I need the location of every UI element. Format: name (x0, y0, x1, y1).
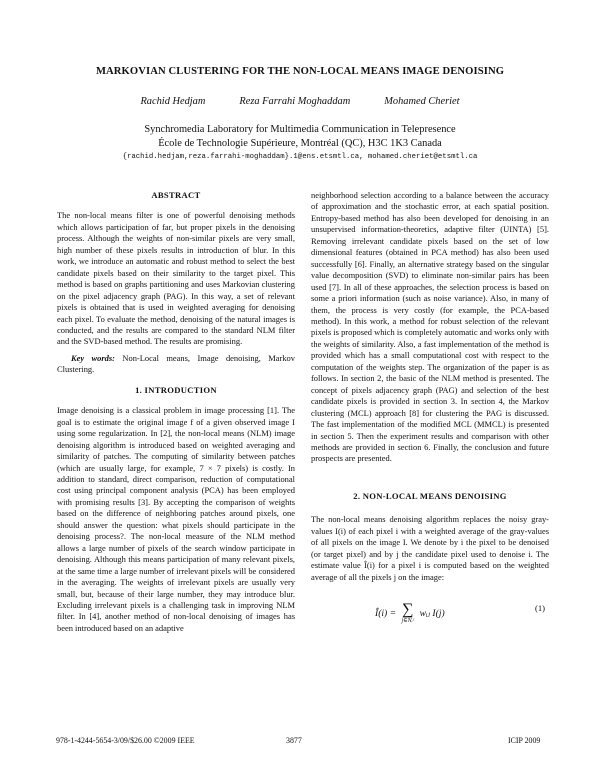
left-column (57, 190, 295, 634)
summation-symbol: ∑ j∈Nᵢᶜ (401, 601, 415, 625)
introduction-continuation: neighborhood selection according to a balance between the accuracy of approximation and the stochastic error, at each spatial position. Entropy-based method has also been developed for denoising in an unsupervised information-theoretics, adaptive filter (UINTA) [5]. Removing irrelevant candidate pixels based on the set of low dimensional features (obtained in PCA method) has also been used successfully [6]. Finally, an alternative strategy based on the singular value decomposition (SVD) to eliminate non-similar pairs has been used [7]. In all of these approaches, the selection process is based on some a priori information (such as noise variance). Also, in many of them, the process is very costly (for example, the PCA-based method). In this work, a method for robust selection of the relevant pixels is proposed which is completely automatic and works only with the weights of similarity. Also, a fast implementation of the method is provided which has a small computational cost with respect to the computation of the weights step. The organization of the paper is as follows. In section 2, the basic of the NLM method is presented. The concept of pixels adjacency graph (PAG) and selection of the best candidate pixels is provided in section 3. In section 4, the Markov clustering (MCL) approach [8] for clustering the PAG is discussed. The fast implementation of the modified MCL (MMCL) is presented in section 5. Then the experiment results and comparison with other methods are provided in section 6. Finally, the conclusion and future prospects are presented. (311, 190, 549, 464)
nlm-text: The non-local means denoising algorithm replaces the noisy gray-values I(i) of each pixel i with a weighted average of the gray-values of all pixels on the image I. We denote by i the pixel to be denoised (or target pixel) and by j the candidate pixel used to denoise i. The estimate value Î(i) for a pixel i is computed based on the weighted average of all the pixels j on the image: (311, 514, 549, 582)
introduction-text: Image denoising is a classical problem in image processing [1]. The goal is to estimate the original image f of a given observed image I using some regularization. In [2], the non-local means (NLM) image denoising algorithm is introduced based on weighted averaging and similarity of patches. The computing of similarity between patches (which are usually large, for example, 7 × 7 pixels) is costly. In addition to standard, direct comparison, reduction of computational cost using principal component analysis (PCA) has been employed with promising results [3]. By accepting the comparison of weights based on the difference of neighboring patches around pixels, one should answer the question: what pixels should participate in the denoising process?. The non-local measure of the NLM method allows a large number of pixels of the search window participate in denoising. Although this means participation of many relevant pixels, at the same time a large number of irrelevant pixels will be considered in the averaging. The weights of irrelevant pixels are usually very small, but, because of their large number, they may introduce blur. Excluding irrelevant pixels is a challenging task in improving NLM filter. In [4], another method of non-local denoising of images has been introduced based on an adaptive (57, 405, 295, 633)
abstract-text: The non-local means filter is one of powerful denoising methods which allows participation of far, but proper pixels in the denoising process. Although the weights of non-similar pixels are very small, high number of these pixels results in introduction of blur. In this work, we introduce an automatic and robust method to select the best candidate pixels based on their similarity to the target pixel. This method is based on graphs partitioning and uses Markovian clustering on the pixel adjacency graph (PAG). In this way, a set of relevant pixels is obtained that is used in weighted averaging for denoising each pixel. To evaluate the method, denoising of the natural images is conducted, and the results are compared to the standard NLM filter and the SVD-based method. The results are promising. (57, 210, 295, 347)
equation-lhs: Î(i) = (375, 608, 397, 620)
author-list (40, 96, 560, 107)
keywords-text: Non-Local means, Image denoising, Markov Clustering. (57, 352, 295, 375)
affiliation-lab: Synchromedia Laboratory for Multimedia Communication in Telepresence (144, 124, 456, 135)
author-name: Reza Farrahi Moghaddam (239, 96, 351, 107)
paper-title: MARKOVIAN CLUSTERING FOR THE NON-LOCAL MEANS IMAGE DENOISING (95, 66, 505, 77)
equation-body (375, 603, 445, 625)
abstract-heading: ABSTRACT (151, 190, 201, 200)
author-name: Mohamed Cheriet (384, 96, 460, 107)
nlm-heading: 2. NON-LOCAL MEANS DENOISING (353, 490, 507, 501)
equation-number: (1) (534, 603, 545, 614)
keywords (57, 353, 295, 376)
summation-subscript: j∈Nᵢᶜ (401, 618, 415, 625)
introduction-heading: 1. INTRODUCTION (135, 384, 217, 395)
equation-1 (311, 595, 549, 635)
equation-rhs: wᵢⱼ I(j) (419, 608, 445, 620)
footer-conference: ICIP 2009 (508, 736, 541, 745)
footer-page-number: 3877 (286, 736, 302, 745)
affiliation-school: École de Technologie Supérieure, Montréal (QC), H3C 1K3 Canada (158, 138, 442, 149)
author-emails: {rachid.hedjam,reza.farrahi-moghaddam}.1@ens.etsmtl.ca, mohamed.cheriet@etsmtl.ca (122, 153, 478, 161)
keywords-label: Key words: (71, 352, 115, 363)
footer-isbn: 978-1-4244-5654-3/09/$26.00 ©2009 IEEE (56, 736, 195, 745)
author-name: Rachid Hedjam (140, 96, 206, 107)
right-column (311, 190, 549, 635)
